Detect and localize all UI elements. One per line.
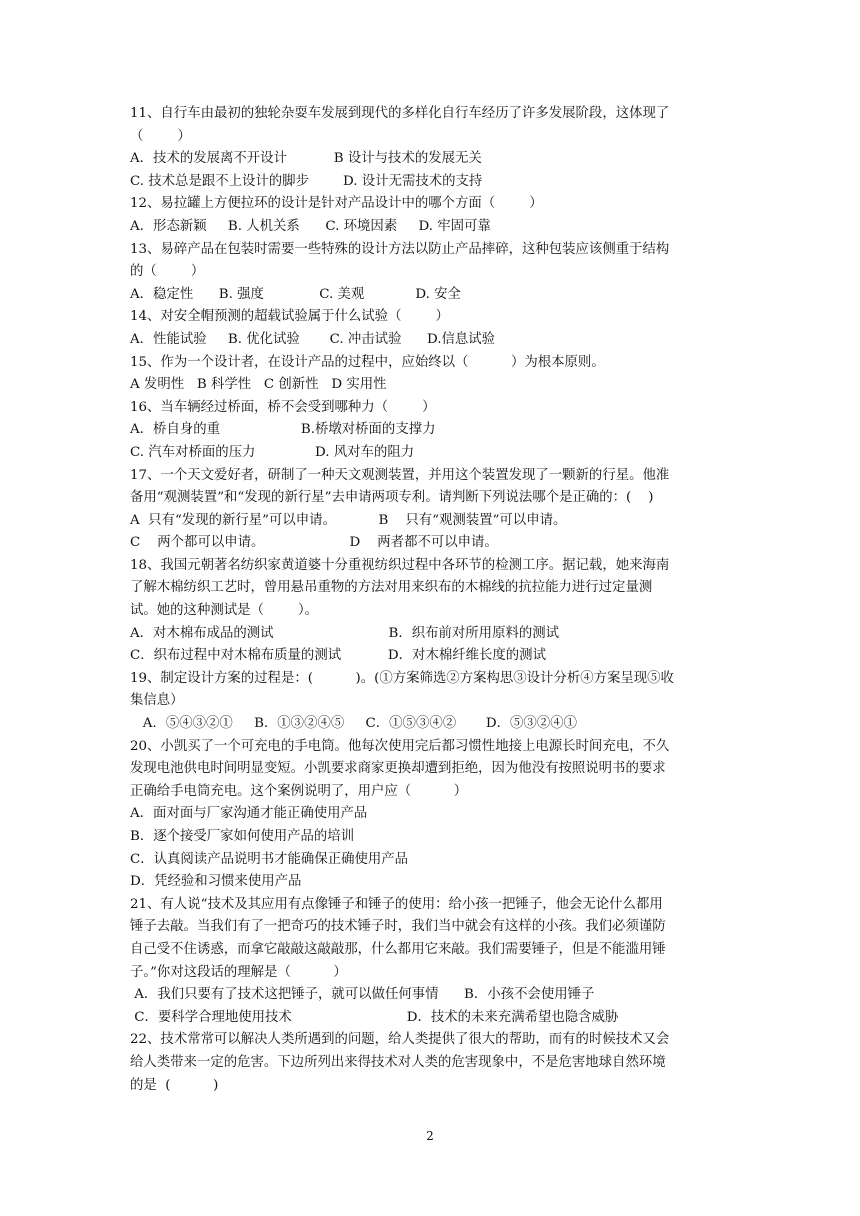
text-line: 的（ ） <box>130 264 205 280</box>
text-line: C．认真阅读产品说明书才能确保正确使用产品 <box>130 851 409 867</box>
text-line: A．稳定性 B. 强度 C. 美观 D. 安全 <box>130 286 461 302</box>
text-line: 的是 ( ) <box>130 1077 219 1093</box>
text-line: 14、对安全帽预测的超载试验属于什么试验（ ） <box>130 309 449 325</box>
text-line: A．桥自身的重 B.桥墩对桥面的支撑力 <box>130 422 436 438</box>
text-line: 子。”你对这段话的理解是（ ） <box>130 964 347 980</box>
text-line: A．我们只要有了技术这把锤子，就可以做任何事情 B．小孩不会使用锤子 <box>130 987 595 1003</box>
question-content <box>130 103 730 1097</box>
text-line: B．逐个接受厂家如何使用产品的培训 <box>130 829 355 844</box>
text-line: A．形态新颖 B. 人机关系 C. 环境因素 D. 牢固可靠 <box>130 218 491 234</box>
text-line: 备用“观测装置”和“发现的新行星”去申请两项专利。请判断下列说法哪个是正确的：( ) <box>130 490 654 506</box>
text-line: 正确给手电筒充电。这个案例说明了，用户应（ ） <box>130 783 468 799</box>
text-line: 15、作为一个设计者，在设计产品的过程中，应始终以（ ）为根本原则。 <box>130 354 605 370</box>
text-line: 集信息） <box>130 693 184 709</box>
text-line: A 只有“发现的新行星”可以申请。 B 只有“观测装置”可以申请。 <box>130 512 567 528</box>
text-line: 16、当车辆经过桥面，桥不会受到哪种力（ ） <box>130 399 436 415</box>
text-line: D．凭经验和习惯来使用产品 <box>130 874 302 890</box>
text-line: 了解木棉纺织工艺时，曾用悬吊重物的方法对用来织布的木棉线的抗拉能力进行过定量测 <box>130 580 653 596</box>
text-line: 试。她的这种测试是（ ）。 <box>130 603 319 619</box>
text-line: 自己受不住诱惑，而拿它敲敲这敲敲那，什么都用它来敲。我们需要锤子，但是不能滥用锤 <box>130 941 666 957</box>
text-line: A 发明性 B 科学性 C 创新性 D 实用性 <box>130 377 387 393</box>
text-line: C．织布过程中对木棉布质量的测试 D．对木棉纤维长度的测试 <box>130 648 546 664</box>
text-line: （ ） <box>130 128 191 144</box>
text-line: 17、一个天文爱好者，研制了一种天文观测装置，并用这个装置发现了一颗新的行星。他准 <box>130 467 670 483</box>
text-line: A．对木棉布成品的测试 B．织布前对所用原料的测试 <box>130 625 560 641</box>
text-line: A．面对面与厂家沟通才能正确使用产品 <box>130 806 368 822</box>
text-line: 13、易碎产品在包装时需要一些特殊的设计方法以防止产品摔碎，这种包装应该侧重于结构 <box>130 241 670 257</box>
text-line: A．⑤④③②① B．①③②④⑤ C．①⑤③④② D．⑤③②④① <box>130 716 577 732</box>
text-line: 19、制定设计方案的过程是：( )。(①方案筛选②方案构思③设计分析④方案呈现⑤收 <box>130 670 674 686</box>
text-line: 给人类带来一定的危害。下边所列出来得技术对人类的危害现象中，不是危害地球自然环境 <box>130 1054 666 1070</box>
text-line: C．要科学合理地使用技术 D．技术的未来充满希望也隐含威胁 <box>130 1009 619 1025</box>
page-number: 2 <box>426 1129 434 1143</box>
text-line: C. 技术总是跟不上设计的脚步 D. 设计无需技术的支持 <box>130 173 483 189</box>
text-line: 18、我国元朝著名纺织家黄道婆十分重视纺织过程中各环节的检测工序。据记载，她来海南 <box>130 557 670 573</box>
text-line: A．性能试验 B. 优化试验 C. 冲击试验 D.信息试验 <box>130 331 496 347</box>
text-line: 12、易拉罐上方便拉环的设计是针对产品设计中的哪个方面（ ） <box>130 196 543 212</box>
text-line: 发现电池供电时间明显变短。小凯要求商家更换却遭到拒绝，因为他没有按照说明书的要求 <box>130 761 666 777</box>
text-line: 锤子去敲。当我们有了一把奇巧的技术锤子时，我们当中就会有这样的小孩。我们必须谨防 <box>130 919 666 935</box>
text-line: C. 汽车对桥面的压力 D. 风对车的阻力 <box>130 444 415 460</box>
text-line: 20、小凯买了一个可充电的手电筒。他每次使用完后都习惯性地接上电源长时间充电，不久 <box>130 738 670 754</box>
text-line: 11、自行车由最初的独轮杂耍车发展到现代的多样化自行车经历了许多发展阶段，这体现了 <box>130 106 670 121</box>
text-line: A．技术的发展离不开设计 B 设计与技术的发展无关 <box>130 151 482 167</box>
text-line: C 两个都可以申请。 D 两者都不可以申请。 <box>130 535 498 551</box>
text-line: 21、有人说“技术及其应用有点像锤子和锤子的使用：给小孩一把锤子，他会无论什么都用 <box>130 896 663 912</box>
text-line: 22、技术常常可以解决人类所遇到的问题，给人类提供了很大的帮助，而有的时候技术又会 <box>130 1032 670 1048</box>
